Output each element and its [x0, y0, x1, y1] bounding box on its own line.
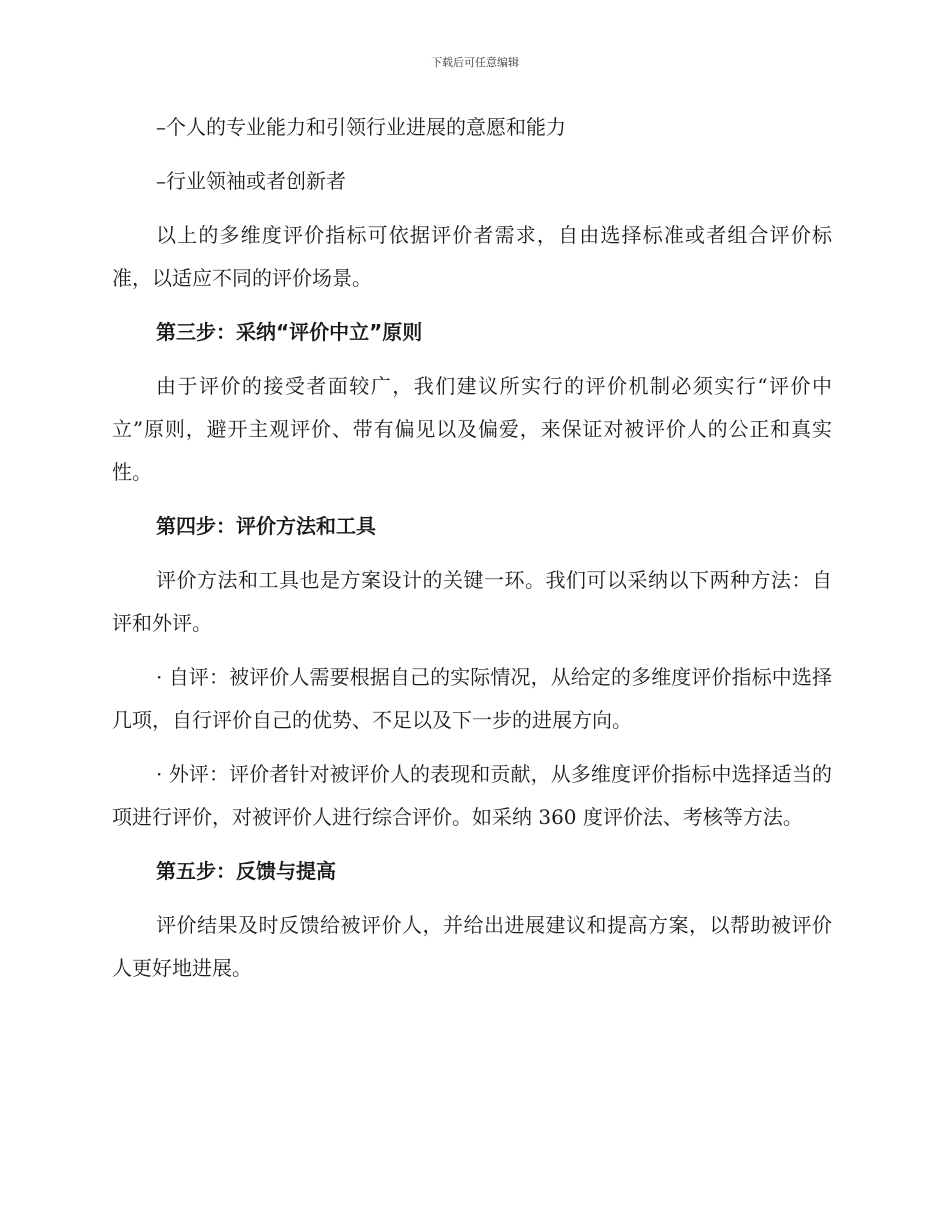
page-header: 下载后可任意编辑 — [431, 56, 519, 69]
document-body — [112, 106, 832, 1001]
paragraph-feedback: 评价结果及时反馈给被评价人，并给出进展建议和提高方案，以帮助被评价人更好地进展。 — [112, 913, 832, 980]
heading-step-three: 第三步：采纳“评价中立”原则 — [156, 320, 423, 344]
paragraph-neutral-principle: 由于评价的接受者面较广，我们建议所实行的评价机制必须实行“评价中立”原则，避开主观评价、带有偏见以及偏爱，来保证对被评价人的公正和真实性。 — [112, 374, 832, 484]
paragraph-multi-dimension-summary: 以上的多维度评价指标可依据评价者需求，自由选择标准或者组合评价标准，以适应不同的评价场景。 — [112, 223, 832, 290]
paragraph-self-evaluation: · 自评：被评价人需要根据自己的实际情况，从给定的多维度评价指标中选择几项，自行评价自己的优势、不足以及下一步的进展方向。 — [112, 665, 832, 732]
bullet-professional-ability: –个人的专业能力和引领行业进展的意愿和能力 — [156, 115, 566, 139]
heading-step-four: 第四步：评价方法和工具 — [156, 514, 376, 538]
paragraph-methods-tools: 评价方法和工具也是方案设计的关键一环。我们可以采纳以下两种方法：自评和外评。 — [112, 568, 832, 635]
paragraph-external-evaluation: · 外评：评价者针对被评价人的表现和贡献，从多维度评价指标中选择适当的项进行评价，对被评价人进行综合评价。如采纳 360 度评价法、考核等方法。 — [112, 762, 832, 829]
heading-step-five: 第五步：反馈与提高 — [156, 859, 336, 883]
bullet-industry-leader: –行业领袖或者创新者 — [156, 169, 346, 193]
